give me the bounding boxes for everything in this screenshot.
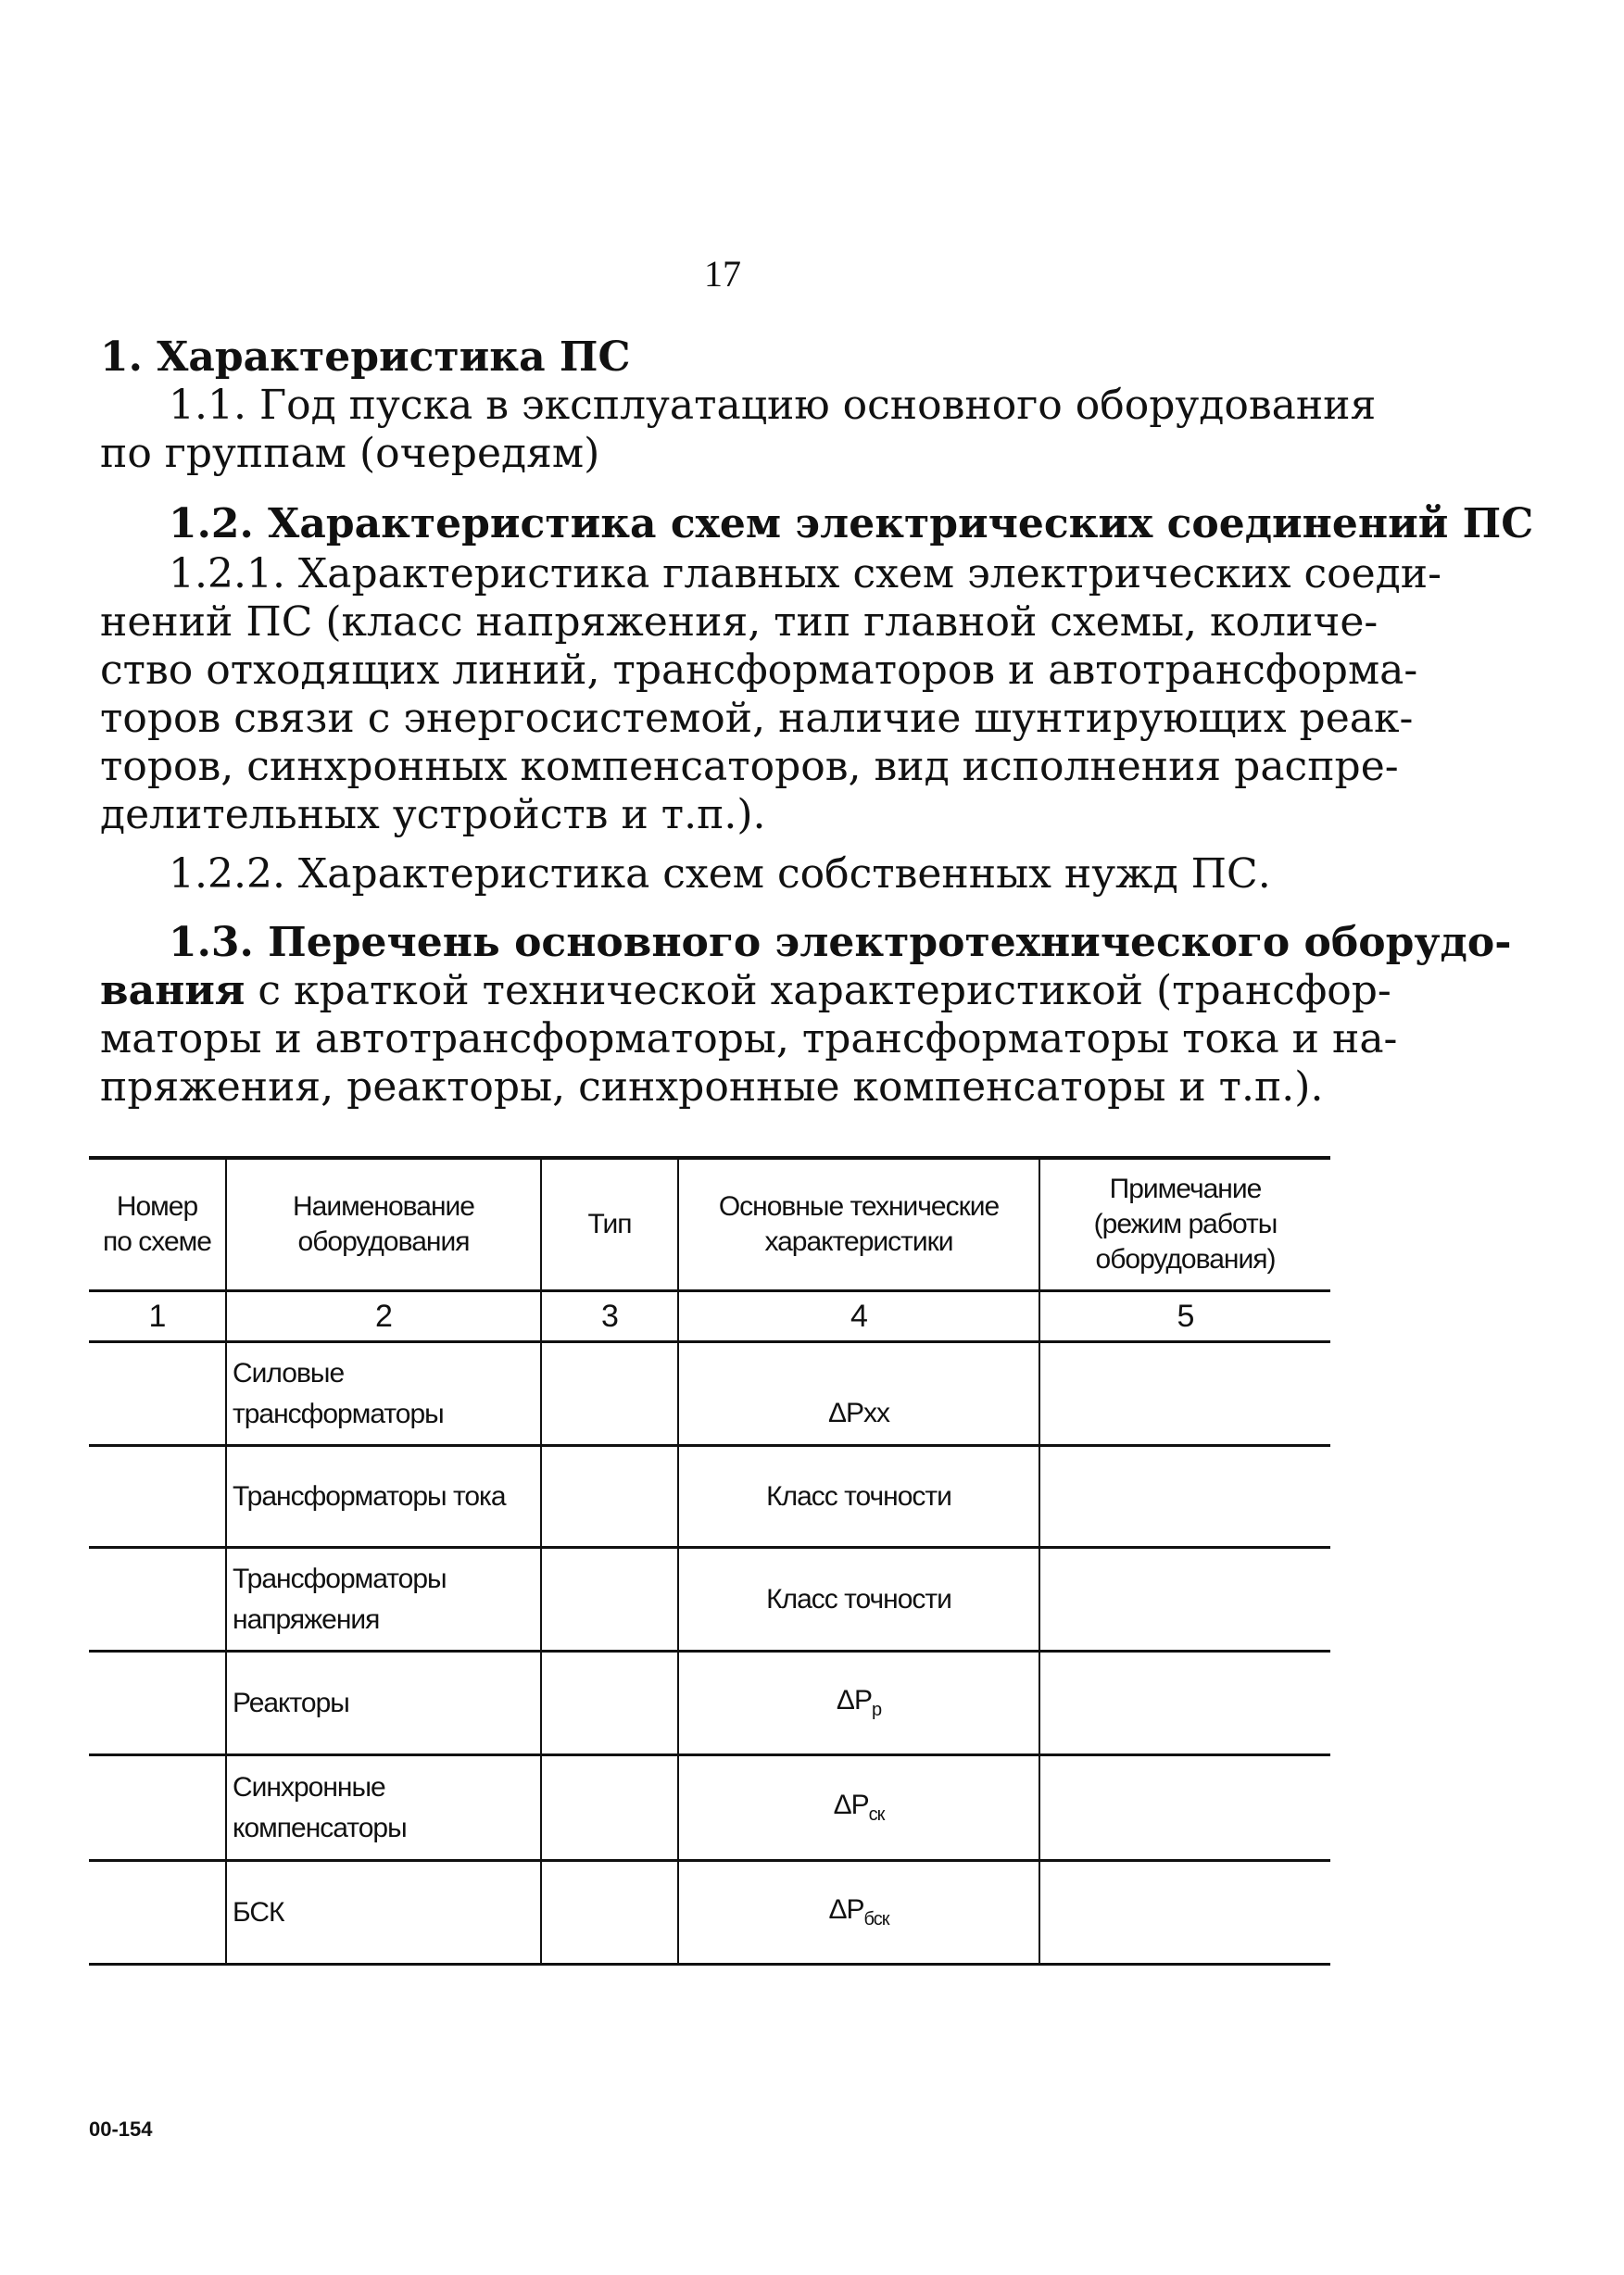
header-note: Примечание (режим работы оборудования) — [1039, 1158, 1330, 1291]
column-number: 2 — [226, 1291, 541, 1342]
footer-code: 00-154 — [89, 2118, 153, 2141]
cell-number — [89, 1446, 226, 1548]
paragraph-1-2-1: 1.2.1. Характеристика главных схем электрических соеди- нений ПС (класс напряжения, тип главной схемы, количе- ство отходящих линий, трансформаторов и автотрансформа- торов связи с энергосистемой, наличие шунтирующих реак- торов, синхронных компенсаторов, вид исполнения распре- делительных устройств и т.п.). — [100, 550, 1441, 838]
cell-characteristic: $\Delta P_р$ — [678, 1652, 1039, 1755]
cell-number — [89, 1755, 226, 1861]
cell-name: БСК — [226, 1861, 541, 1965]
table-header-row — [89, 1158, 1330, 1291]
column-number: 1 — [89, 1291, 226, 1342]
page-number: 17 — [704, 253, 741, 295]
paragraph-1-2-2: 1.2.2. Характеристика схем собственных нужд ПС. — [169, 850, 1271, 898]
cell-note — [1039, 1861, 1330, 1965]
cell-characteristic: $\Delta P_{бск}$ — [678, 1861, 1039, 1965]
cell-type — [541, 1446, 678, 1548]
header-name: Наименование оборудования — [226, 1158, 541, 1291]
header-number: Номер по схеме — [89, 1158, 226, 1291]
cell-characteristic: Класс точности — [678, 1446, 1039, 1548]
cell-number — [89, 1652, 226, 1755]
cell-number — [89, 1861, 226, 1965]
cell-name: Синхронные компенсаторы — [226, 1755, 541, 1861]
cell-characteristic: $\Delta P_{ск}$ — [678, 1755, 1039, 1861]
table-row — [89, 1652, 1330, 1755]
cell-number — [89, 1548, 226, 1652]
cell-name: Реакторы — [226, 1652, 541, 1755]
cell-type — [541, 1342, 678, 1446]
p13-rest: с краткой технической характеристикой (трансфор- — [245, 967, 1391, 1014]
table-row — [89, 1755, 1330, 1861]
paragraph-1-1: 1.1. Год пуска в эксплуатацию основного оборудования по группам (очередям) — [100, 382, 1377, 477]
cell-note — [1039, 1548, 1330, 1652]
cell-number — [89, 1342, 226, 1446]
cell-characteristic: Класс точности — [678, 1548, 1039, 1652]
table-row — [89, 1548, 1330, 1652]
table-row — [89, 1861, 1330, 1965]
cell-type — [541, 1652, 678, 1755]
cell-name: Трансформаторы напряжения — [226, 1548, 541, 1652]
equipment-table — [89, 1156, 1330, 1966]
cell-name: Трансформаторы тока — [226, 1446, 541, 1548]
p13-bold-word: вания — [100, 967, 245, 1014]
header-characteristics: Основные технические характеристики — [678, 1158, 1039, 1291]
table-row — [89, 1446, 1330, 1548]
cell-type — [541, 1755, 678, 1861]
section-heading-1-2: 1.2. Характеристика схем электрических соединений ПС — [169, 500, 1534, 547]
cell-type — [541, 1548, 678, 1652]
paragraph-1-3: 1.3. Перечень основного электротехнического оборудо- вания с краткой технической характеристикой (трансфор- маторы и автотрансформаторы, трансформаторы тока и на- пряжения, реакторы, синхронные компенсаторы и т.п.). — [100, 919, 1512, 1111]
table-column-numbers — [89, 1291, 1330, 1342]
section-heading-1: 1. Характеристика ПС — [100, 333, 631, 381]
cell-note — [1039, 1755, 1330, 1861]
cell-note — [1039, 1342, 1330, 1446]
cell-type — [541, 1861, 678, 1965]
column-number: 3 — [541, 1291, 678, 1342]
column-number: 5 — [1039, 1291, 1330, 1342]
cell-characteristic: ΔPxx — [678, 1342, 1039, 1446]
table-row — [89, 1342, 1330, 1446]
column-number: 4 — [678, 1291, 1039, 1342]
cell-name: Силовые трансформаторы — [226, 1342, 541, 1446]
header-type: Тип — [541, 1158, 678, 1291]
cell-note — [1039, 1446, 1330, 1548]
cell-note — [1039, 1652, 1330, 1755]
